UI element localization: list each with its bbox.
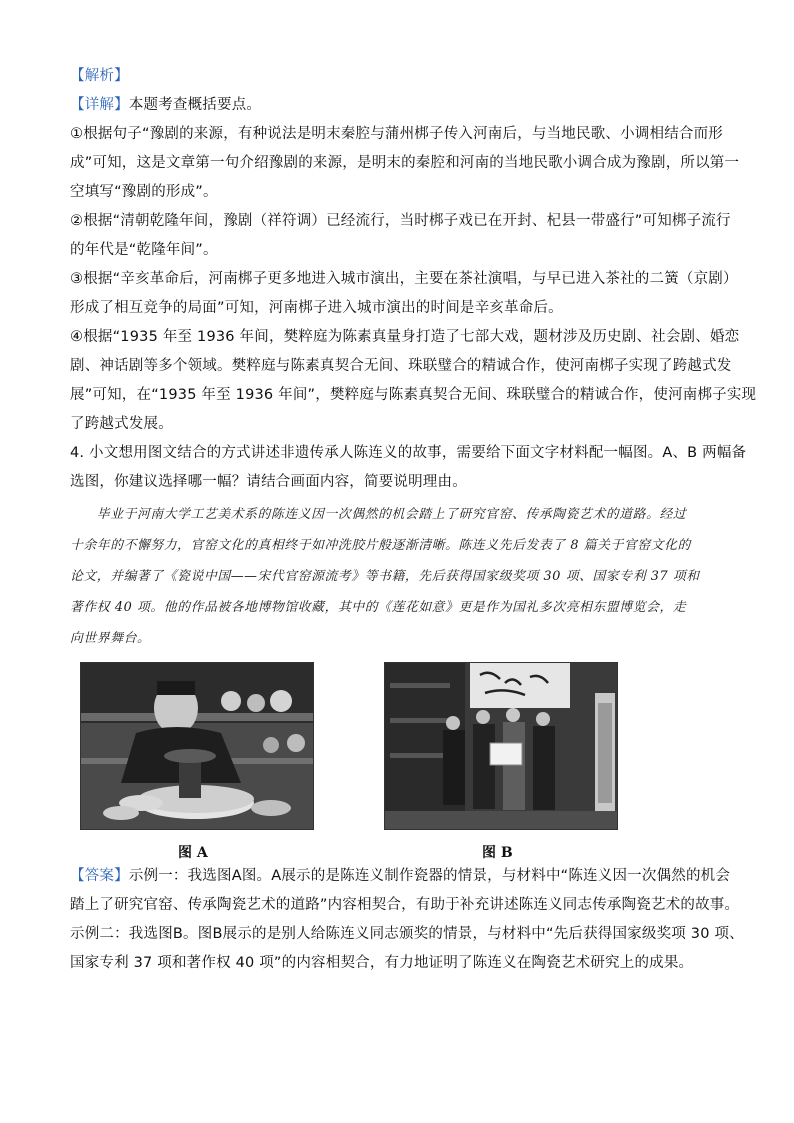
analysis-line: ②根据“清朝乾隆年间，豫剧（祥符调）已经流行，当时梆子戏已在开封、杞县一带盛行”可知梆子流行 [70,213,731,229]
answer-line: 踏上了研究官窑、传承陶瓷艺术的道路”内容相契合，有助于补充讲述陈连义同志传承陶瓷艺术的故事。 [70,897,740,913]
material-line: 十余年的不懈努力，官窑文化的真相终于如冲洗胶片般逐渐清晰。陈连义先后发表了 8 篇关于官窑文化的 [70,538,691,553]
figure-b-photo [384,662,618,830]
material-line: 毕业于河南大学工艺美术系的陈连义因一次偶然的机会踏上了研究官窑、传承陶瓷艺术的道路。经过 [70,507,687,522]
answer-line: 国家专利 37 项和著作权 40 项”的内容相契合，有力地证明了陈连义在陶瓷艺术研究上的成果。 [70,955,694,971]
material-line: 论文，并编著了《瓷说中国——宋代官窑源流考》等书籍，先后获得国家级奖项 30 项、国家专利 37 项和 [70,569,700,584]
figure-a-caption: 图 A [178,845,208,861]
material-line: 著作权 40 项。他的作品被各地博物馆收藏，其中的《莲花如意》更是作为国礼多次亮相东盟博览会，走 [70,600,687,615]
figure-b-caption: 图 B [482,845,513,861]
detail-tag: 【详解】 [70,97,129,113]
answer-text: 示例一：我选图A图。A展示的是陈连义制作瓷器的情景，与材料中“陈连义因一次偶然的机会 [128,868,731,884]
analysis-line: 了跨越式发展。 [70,416,173,432]
answer-tag: 【答案】 [70,868,129,884]
material-line: 向世界舞台。 [70,631,151,646]
answer-line [70,862,730,891]
analysis-line: ①根据句子“豫剧的来源，有种说法是明末秦腔与蒲州梆子传入河南后，与当地民歌、小调相结合而形 [70,126,724,142]
detail-line [70,91,730,120]
analysis-line: 的年代是“乾隆年间”。 [70,242,218,258]
analysis-line: ④根据“1935 年至 1936 年间，樊粹庭为陈素真量身打造了七部大戏，题材涉及历史剧、社会剧、婚恋 [70,329,740,345]
analysis-line: 剧、神话剧等多个领域。樊粹庭与陈素真契合无间、珠联璧合的精诚合作，使河南梆子实现了跨越式发 [70,358,732,374]
analysis-line: 成”可知，这是文章第一句介绍豫剧的来源，是明末的秦腔和河南的当地民歌小调合成为豫剧，所以第一 [70,155,740,171]
answer-line: 示例二：我选图B。图B展示的是别人给陈连义同志颁奖的情景，与材料中“先后获得国家级奖项 30 项、 [70,926,744,942]
analysis-line: ③根据“辛亥革命后，河南梆子更多地进入城市演出，主要在茶社演唱，与早已进入茶社的二簧（京剧） [70,271,738,287]
analysis-line: 展”可知，在“1935 年至 1936 年间”，樊粹庭与陈素真契合无间、珠联璧合的精诚合作，使河南梆子实现 [70,387,757,403]
analysis-line: 形成了相互竞争的局面”可知，河南梆子进入城市演出的时间是辛亥革命后。 [70,300,563,316]
question-line: 4. 小文想用图文结合的方式讲述非遗传承人陈连义的故事，需要给下面文字材料配一幅图。A、B 两幅备 [70,445,747,461]
detail-intro: 本题考查概括要点。 [128,97,262,113]
analysis-heading: 【解析】 [70,68,129,84]
analysis-line: 空填写“豫剧的形成”。 [70,184,218,200]
question-line: 选图，你建议选择哪一幅？请结合画面内容，简要说明理由。 [70,474,467,490]
figures-row [70,662,730,862]
document-page [70,62,757,978]
figure-a-photo [80,662,314,830]
